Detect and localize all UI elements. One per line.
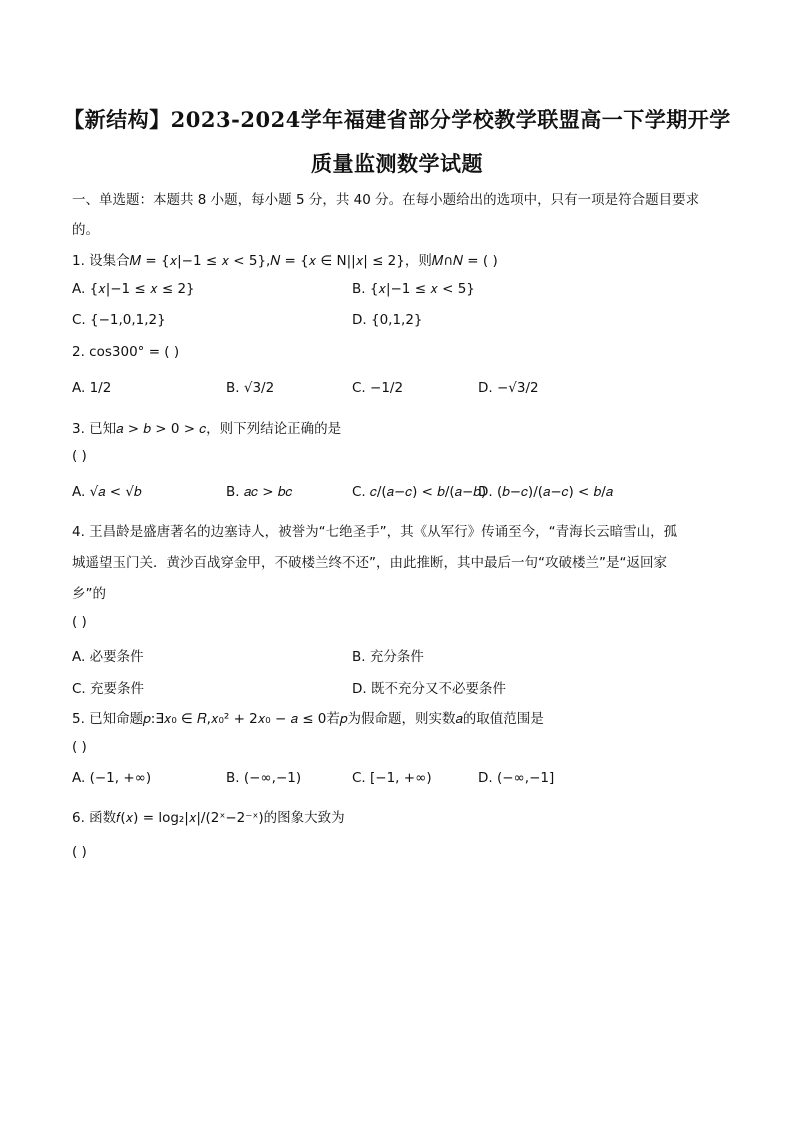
question-2-stem: 2. cos300° = ( ) <box>72 344 180 360</box>
exam-title-line-2: 质量监测数学试题 <box>311 151 483 176</box>
question-4-stem-line-2: 城遥望玉门关．黄沙百战穿金甲，不破楼兰终不还”，由此推断，其中最后一句“攻破楼兰”是“返回家 <box>72 555 667 571</box>
question-3-option-a: A. √𝑎 < √𝑏 <box>72 484 142 500</box>
question-1-option-b: B. {𝑥|−1 ≤ 𝑥 < 5} <box>352 281 475 297</box>
question-2-option-b: B. √3/2 <box>226 380 275 396</box>
question-4-option-d: D. 既不充分又不必要条件 <box>352 681 506 697</box>
question-5-option-c: C. [−1, +∞) <box>352 770 432 786</box>
question-2-option-c: C. −1/2 <box>352 380 404 396</box>
question-5-stem: 5. 已知命题𝑝:∃𝑥₀ ∈ 𝑅,𝑥₀² + 2𝑥₀ − 𝑎 ≤ 0若𝑝为假命题，则实数𝑎的取值范围是 <box>72 711 544 727</box>
question-4-option-b: B. 充分条件 <box>352 649 424 665</box>
question-4-option-a: A. 必要条件 <box>72 649 144 665</box>
question-2-option-a: A. 1/2 <box>72 380 112 396</box>
question-4-stem-line-3: 乡”的 <box>72 586 106 602</box>
question-6-stem: 6. 函数𝑓(𝑥) = log₂|𝑥|/(2ˣ−2⁻ˣ)的图象大致为 <box>72 810 345 826</box>
question-3-option-b: B. 𝑎𝑐 > 𝑏𝑐 <box>226 484 293 500</box>
question-4-option-c: C. 充要条件 <box>72 681 145 697</box>
question-1-stem: 1. 设集合𝑀 = {𝑥|−1 ≤ 𝑥 < 5},𝑁 = {𝑥 ∈ N||𝑥| ≤ 2}，则𝑀∩𝑁 = ( ) <box>72 253 498 269</box>
question-4-stem-line-1: 4. 王昌龄是盛唐著名的边塞诗人，被誉为“七绝圣手”，其《从军行》传诵至今，“青海长云暗雪山，孤 <box>72 524 678 540</box>
question-6-answer-paren: ( ) <box>72 844 87 860</box>
question-5-option-b: B. (−∞,−1) <box>226 770 302 786</box>
section-intro-line-2: 的。 <box>72 222 99 238</box>
question-4-answer-paren: ( ) <box>72 614 87 630</box>
question-3-answer-paren: ( ) <box>72 448 87 464</box>
question-5-option-a: A. (−1, +∞) <box>72 770 152 786</box>
question-3-option-c: C. 𝑐/(𝑎−𝑐) < 𝑏/(𝑎−𝑏) <box>352 484 487 500</box>
exam-title-line-1: 【新结构】2023-2024学年福建省部分学校教学联盟高一下学期开学 <box>63 107 731 132</box>
question-3-stem: 3. 已知𝑎 > 𝑏 > 0 > 𝑐，则下列结论正确的是 <box>72 421 342 437</box>
question-1-option-d: D. {0,1,2} <box>352 312 423 328</box>
question-1-option-a: A. {𝑥|−1 ≤ 𝑥 ≤ 2} <box>72 281 195 297</box>
question-5-answer-paren: ( ) <box>72 739 87 755</box>
question-5-option-d: D. (−∞,−1] <box>478 770 555 786</box>
question-1-option-c: C. {−1,0,1,2} <box>72 312 166 328</box>
section-intro-line-1: 一、单选题：本题共 8 小题，每小题 5 分，共 40 分。在每小题给出的选项中，只有一项是符合题目要求 <box>72 192 700 208</box>
question-3-option-d: D. (𝑏−𝑐)/(𝑎−𝑐) < 𝑏/𝑎 <box>478 484 614 500</box>
question-2-option-d: D. −√3/2 <box>478 380 539 396</box>
